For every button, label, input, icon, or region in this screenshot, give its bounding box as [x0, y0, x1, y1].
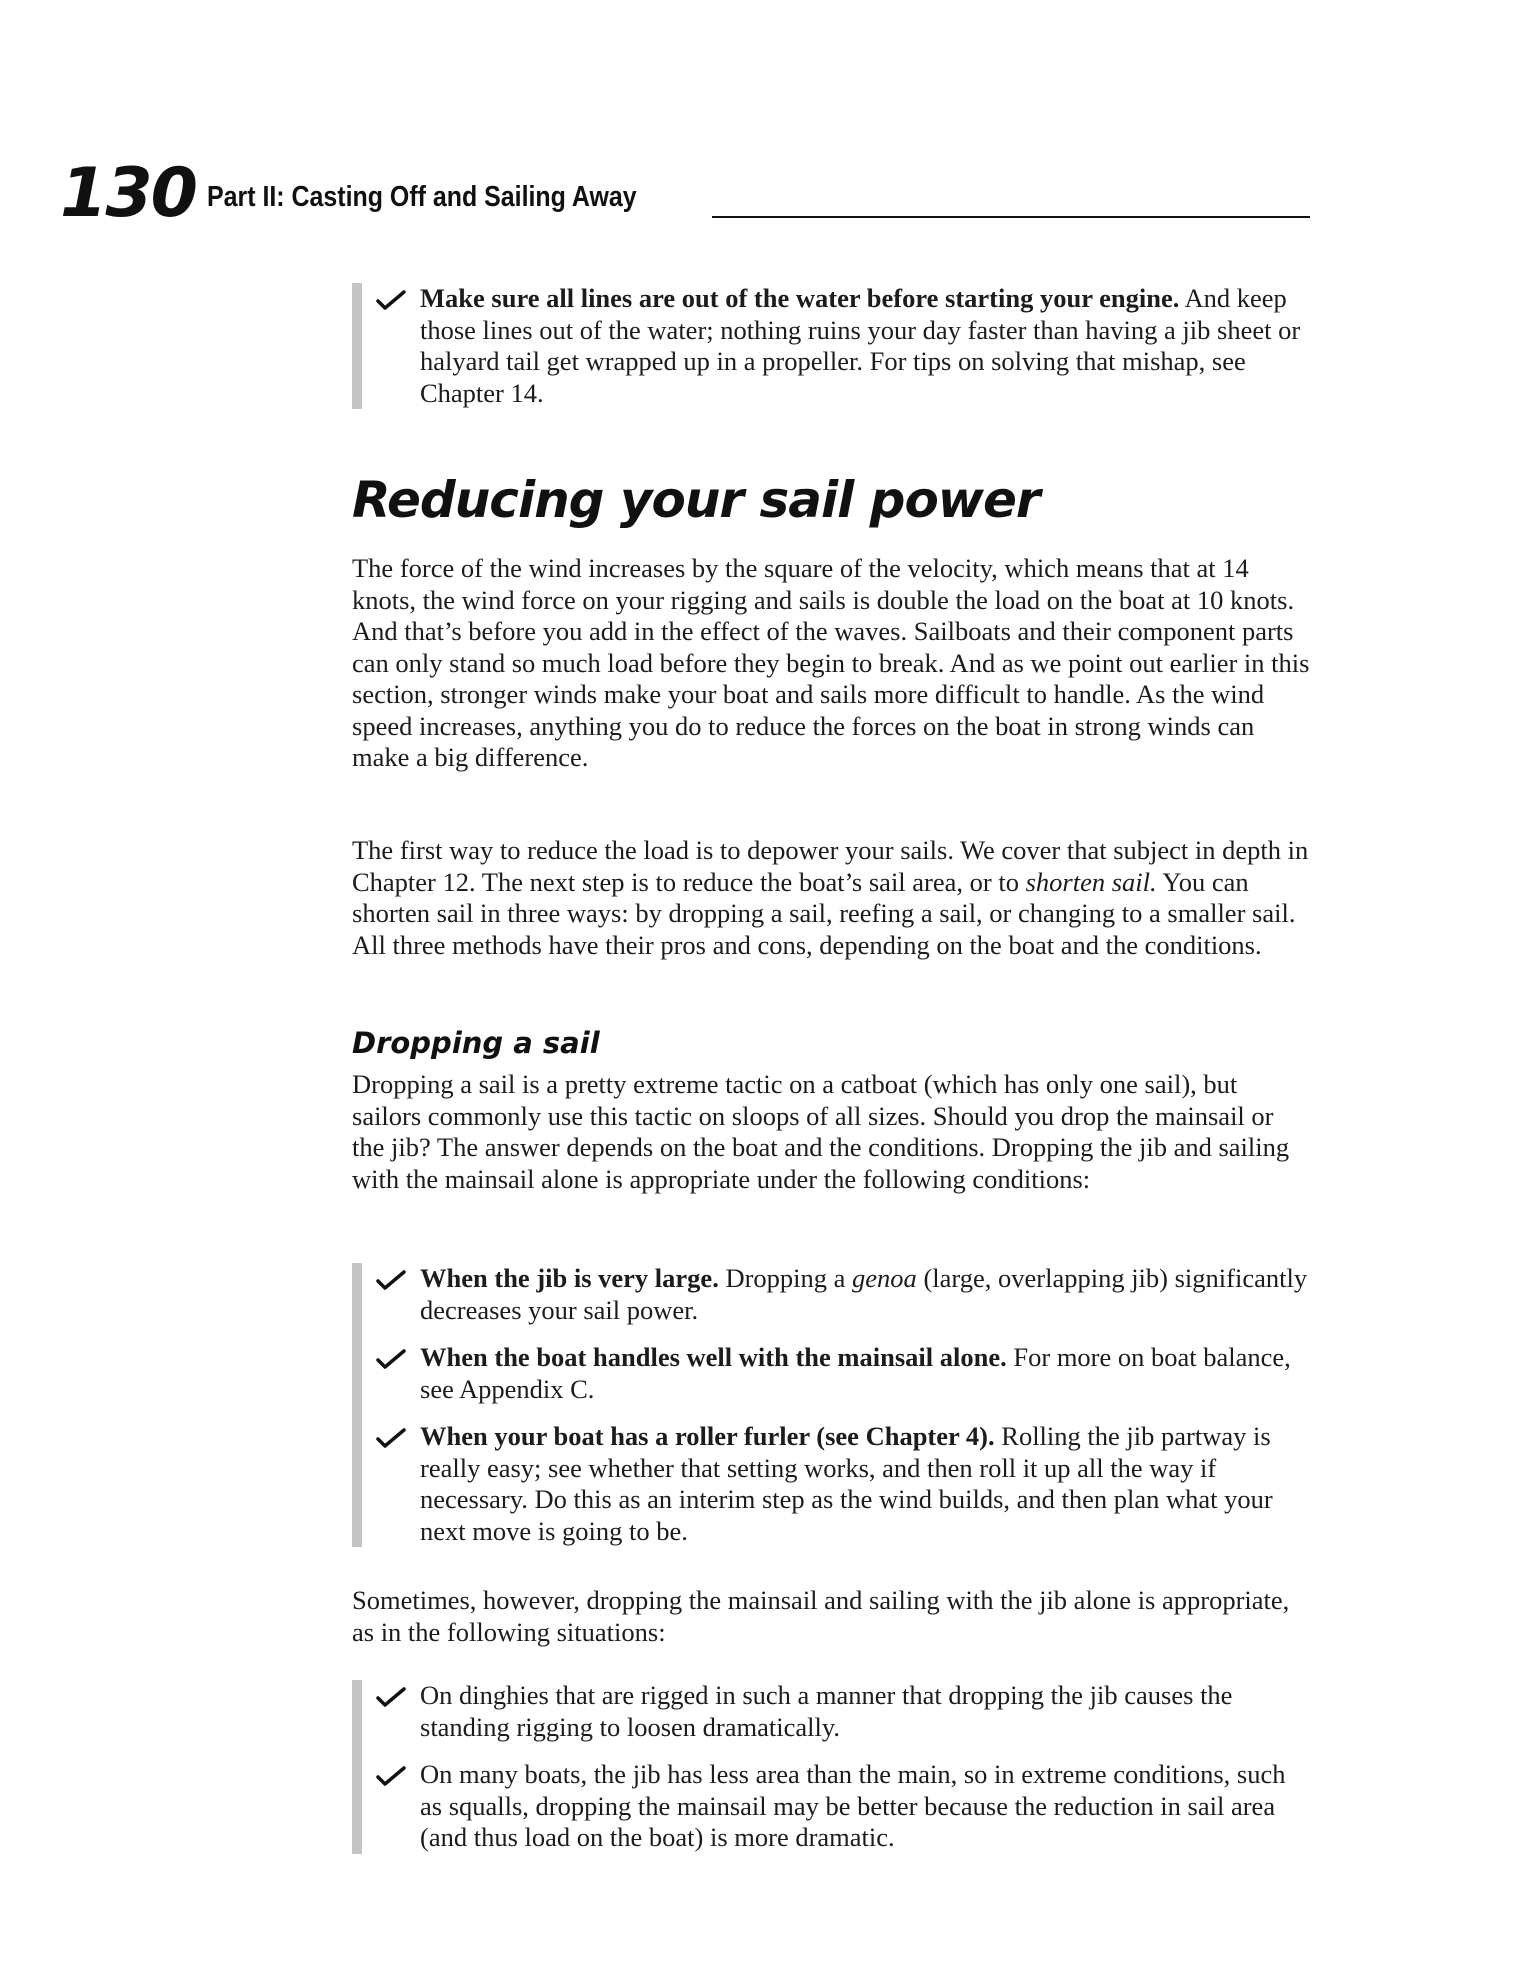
- bullet-list-engine: [352, 283, 1312, 409]
- bullet-text: On many boats, the jib has less area than the main, so in extreme conditions, such as squalls, dropping the mainsail may be better because the reduction in sail area (and thus load on the boat) is more dramatic.: [420, 1759, 1286, 1852]
- paragraph: The force of the wind increases by the square of the velocity, which means that at 14 knots, the wind force on your rigging and sails is double the load on the boat at 10 knots. And that’s before you add in the effect of the waves. Sailboats and their component parts can only stand so much load before they begin to break. And as we point out earlier in this section, stronger winds make your boat and sails more difficult to handle. As the wind speed increases, anything you do to reduce the forces on the boat in strong winds can make a big difference.: [352, 553, 1310, 772]
- bullet-lead: When the boat handles well with the mainsail alone.: [420, 1342, 1007, 1372]
- list-item: [362, 1680, 1312, 1743]
- bullet-text: And keep those lines out of the water; nothing ruins your day faster than having a jib sheet or halyard tail get wrapped up in a propeller. For tips on solving that mishap, see Chapter 14.: [420, 283, 1301, 408]
- checkmark-icon: [376, 289, 406, 311]
- paragraph-text: The first way to reduce the load is to depower your sails. We cover that subject in depth in Chapter 12. The next step is to reduce the boat’s sail area, or to: [352, 835, 1309, 897]
- header-rule: [712, 216, 1310, 218]
- bullet-lead: Make sure all lines are out of the water before starting your engine.: [420, 283, 1180, 313]
- list-item: [362, 1342, 1312, 1405]
- list-item: [362, 283, 1312, 409]
- running-head: Part II: Casting Off and Sailing Away: [207, 181, 637, 213]
- subsection-heading: Dropping a sail: [352, 1026, 600, 1060]
- checkmark-icon: [376, 1686, 406, 1708]
- bullet-lead: When your boat has a roller furler (see Chapter 4).: [420, 1421, 995, 1451]
- bullet-lead: When the jib is very large.: [420, 1263, 719, 1293]
- paragraph: [352, 835, 1312, 961]
- paragraph: Dropping a sail is a pretty extreme tactic on a catboat (which has only one sail), but sailors commonly use this tactic on sloops of all sizes. Should you drop the mainsail or the jib? The answer depends on the boat and the conditions. Dropping the jib and sailing with the mainsail alone is appropriate under the following conditions:: [352, 1069, 1290, 1194]
- bullet-text: Rolling the jib partway is really easy; see whether that setting works, and then roll it up all the way if necessary. Do this as an interim step as the wind builds, and then plan what your next move is going to be.: [420, 1421, 1273, 1546]
- checkmark-icon: [376, 1269, 406, 1291]
- checkmark-icon: [376, 1765, 406, 1787]
- bullet-text: Dropping a: [718, 1263, 853, 1293]
- checkmark-icon: [376, 1348, 406, 1370]
- paragraph-text: You can shorten sail in three ways: by dropping a sail, reefing a sail, or changing to a smaller sail. All three methods have their pros and cons, depending on the boat and the conditions.: [352, 866, 1296, 960]
- section-heading: Reducing your sail power: [352, 471, 1040, 529]
- bullet-list-drop-jib: [352, 1263, 1312, 1547]
- page-number: 130: [60, 154, 196, 233]
- list-item: [362, 1263, 1312, 1326]
- list-item: [362, 1759, 1312, 1854]
- bullet-text: On dinghies that are rigged in such a manner that dropping the jib causes the standing rigging to loosen dramatically.: [420, 1680, 1233, 1742]
- emphasis-term: shorten sail.: [1025, 866, 1157, 897]
- bullet-text: For more on boat balance, see Appendix C.: [420, 1342, 1291, 1404]
- emphasis-term: genoa: [852, 1263, 917, 1293]
- paragraph: Sometimes, however, dropping the mainsail and sailing with the jib alone is appropriate, as in the following situations:: [352, 1585, 1290, 1647]
- bullet-list-drop-main: [352, 1680, 1312, 1854]
- bullet-text: (large, overlapping jib) significantly decreases your sail power.: [420, 1263, 1308, 1325]
- checkmark-icon: [376, 1427, 406, 1449]
- list-item: [362, 1421, 1312, 1547]
